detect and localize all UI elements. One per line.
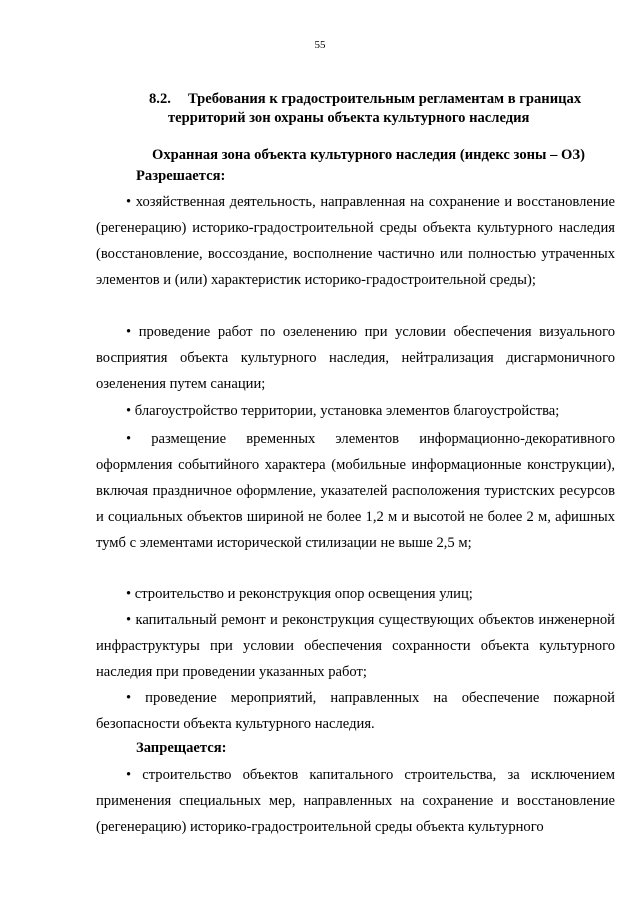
forbidden-heading: Запрещается: xyxy=(136,740,227,756)
list-item: • благоустройство территории, установка элементов благоустройства; xyxy=(126,403,560,419)
list-item: • проведение работ по озеленению при условии обеспечения визуального восприятия объекта культурного наследия, нейтрализация дисгармоничного озеленения путем санации; xyxy=(96,324,615,392)
list-item: • хозяйственная деятельность, направленная на сохранение и восстановление (регенерацию) историко-градостроительной среды объекта культурного наследия (восстановление, воссоздание, восполнение частично или полностью утраченных элементов и (или) характеристик историко-градостроительной среды); xyxy=(96,194,615,288)
section-heading xyxy=(149,90,581,128)
list-item: • строительство и реконструкция опор освещения улиц; xyxy=(126,586,473,602)
page-number: 55 xyxy=(314,39,326,51)
list-item: • размещение временных элементов информационно-декоративного оформления событийного характера (мобильные информационные конструкции), включая праздничное оформление, указателей расположения туристских ресурсов и социальных объектов шириной не более 1,2 м и высотой не более 2 м, афишных тумб с элементами исторической стилизации не выше 2,5 м; xyxy=(96,431,615,551)
section-number: 8.2. xyxy=(149,91,171,107)
list-item: • строительство объектов капитального строительства, за исключением применения специальных мер, направленных на сохранение и восстановление (регенерацию) историко-градостроительной среды объекта культурного xyxy=(96,767,615,835)
section-title-line1: Требования к градостроительным регламентам в границах xyxy=(188,91,582,107)
section-title-line2: территорий зон охраны объекта культурного наследия xyxy=(168,110,530,126)
zone-title: Охранная зона объекта культурного наследия (индекс зоны – ОЗ) xyxy=(152,147,585,163)
allowed-heading: Разрешается: xyxy=(136,168,226,184)
list-item: • капитальный ремонт и реконструкция существующих объектов инженерной инфраструктуры при условии обеспечения сохранности объекта культурного наследия при проведении указанных работ; xyxy=(96,612,615,680)
list-item: • проведение мероприятий, направленных на обеспечение пожарной безопасности объекта культурного наследия. xyxy=(96,690,615,732)
